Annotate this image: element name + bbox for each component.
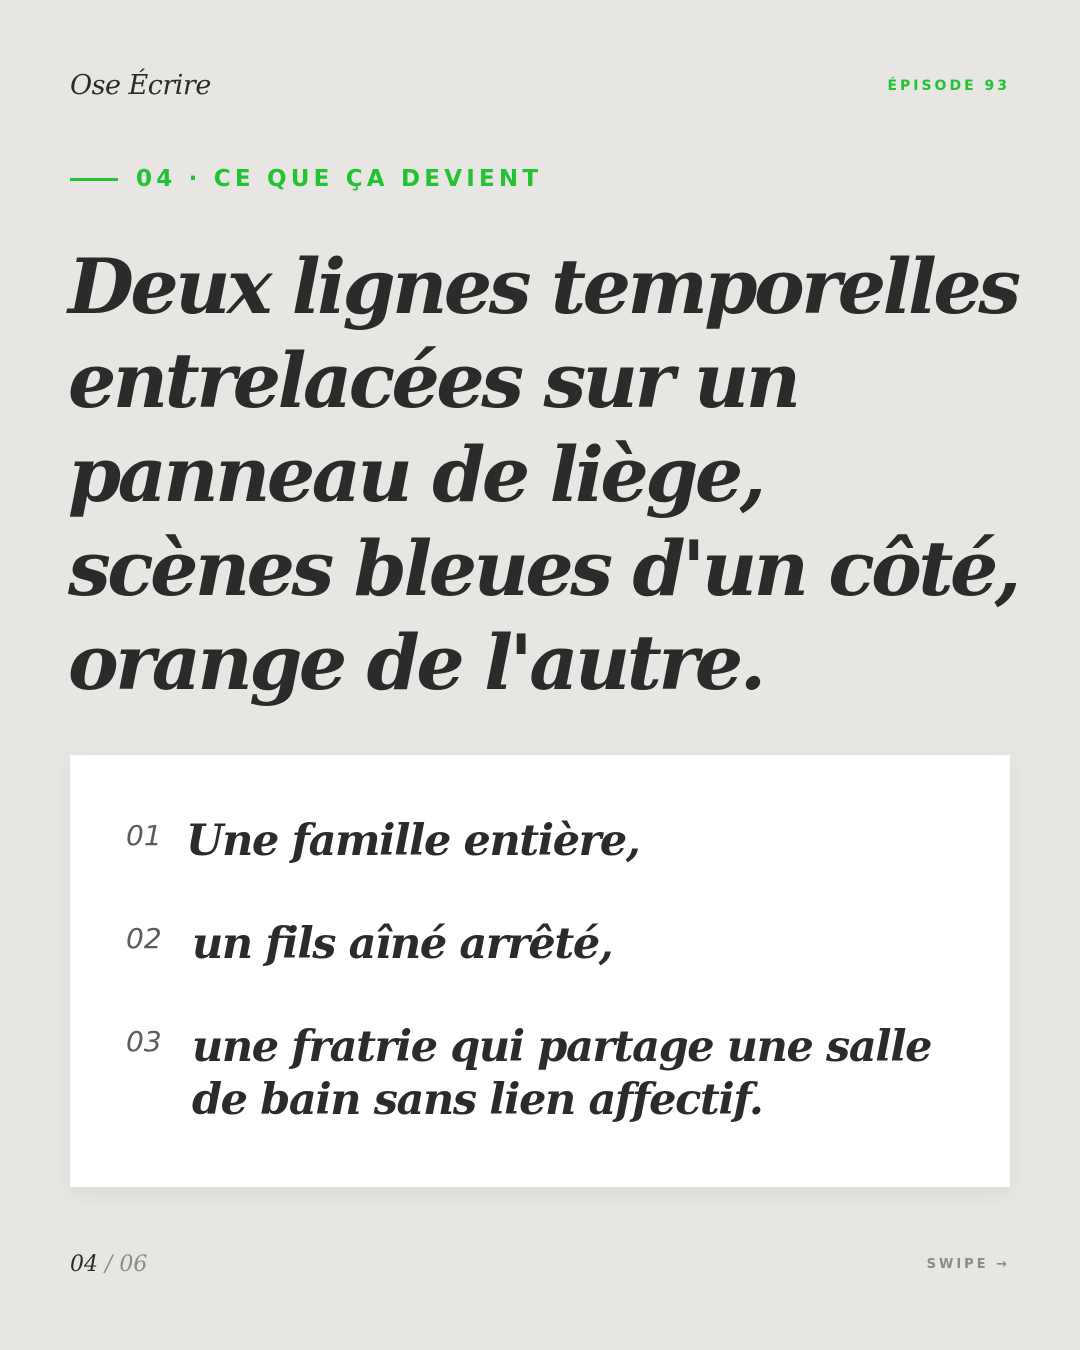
list-item-number: 01 bbox=[126, 819, 162, 852]
list-item bbox=[126, 1021, 932, 1127]
section-heading bbox=[70, 166, 542, 192]
list-item bbox=[126, 815, 926, 868]
list-item-text: un fils aîné arrêté, bbox=[192, 919, 613, 969]
episode-label: ÉPISODE 93 bbox=[887, 78, 1010, 94]
section-label: 04 · CE QUE ÇA DEVIENT bbox=[136, 166, 543, 192]
list-item-text: une fratrie qui partage une salle de bain sans lien affectif. bbox=[192, 1022, 932, 1125]
swipe-hint[interactable]: SWIPE → bbox=[926, 1257, 1010, 1272]
list-item-text: Une famille entière, bbox=[186, 816, 640, 866]
headline: Deux lignes temporelles entrelacées sur un panneau de liège, scènes bleues d'un côté, orange de l'autre. bbox=[68, 242, 1018, 707]
list-item-number: 03 bbox=[126, 1025, 162, 1058]
page-current: 04 bbox=[70, 1252, 98, 1277]
list-item-number: 02 bbox=[126, 922, 162, 955]
section-rule bbox=[70, 178, 118, 181]
page-indicator bbox=[70, 1252, 147, 1277]
list-item bbox=[126, 918, 932, 971]
list-card bbox=[70, 755, 1010, 1187]
brand-name: Ose Écrire bbox=[70, 70, 211, 101]
page-separator: / bbox=[105, 1252, 113, 1277]
page-total: 06 bbox=[119, 1252, 148, 1277]
